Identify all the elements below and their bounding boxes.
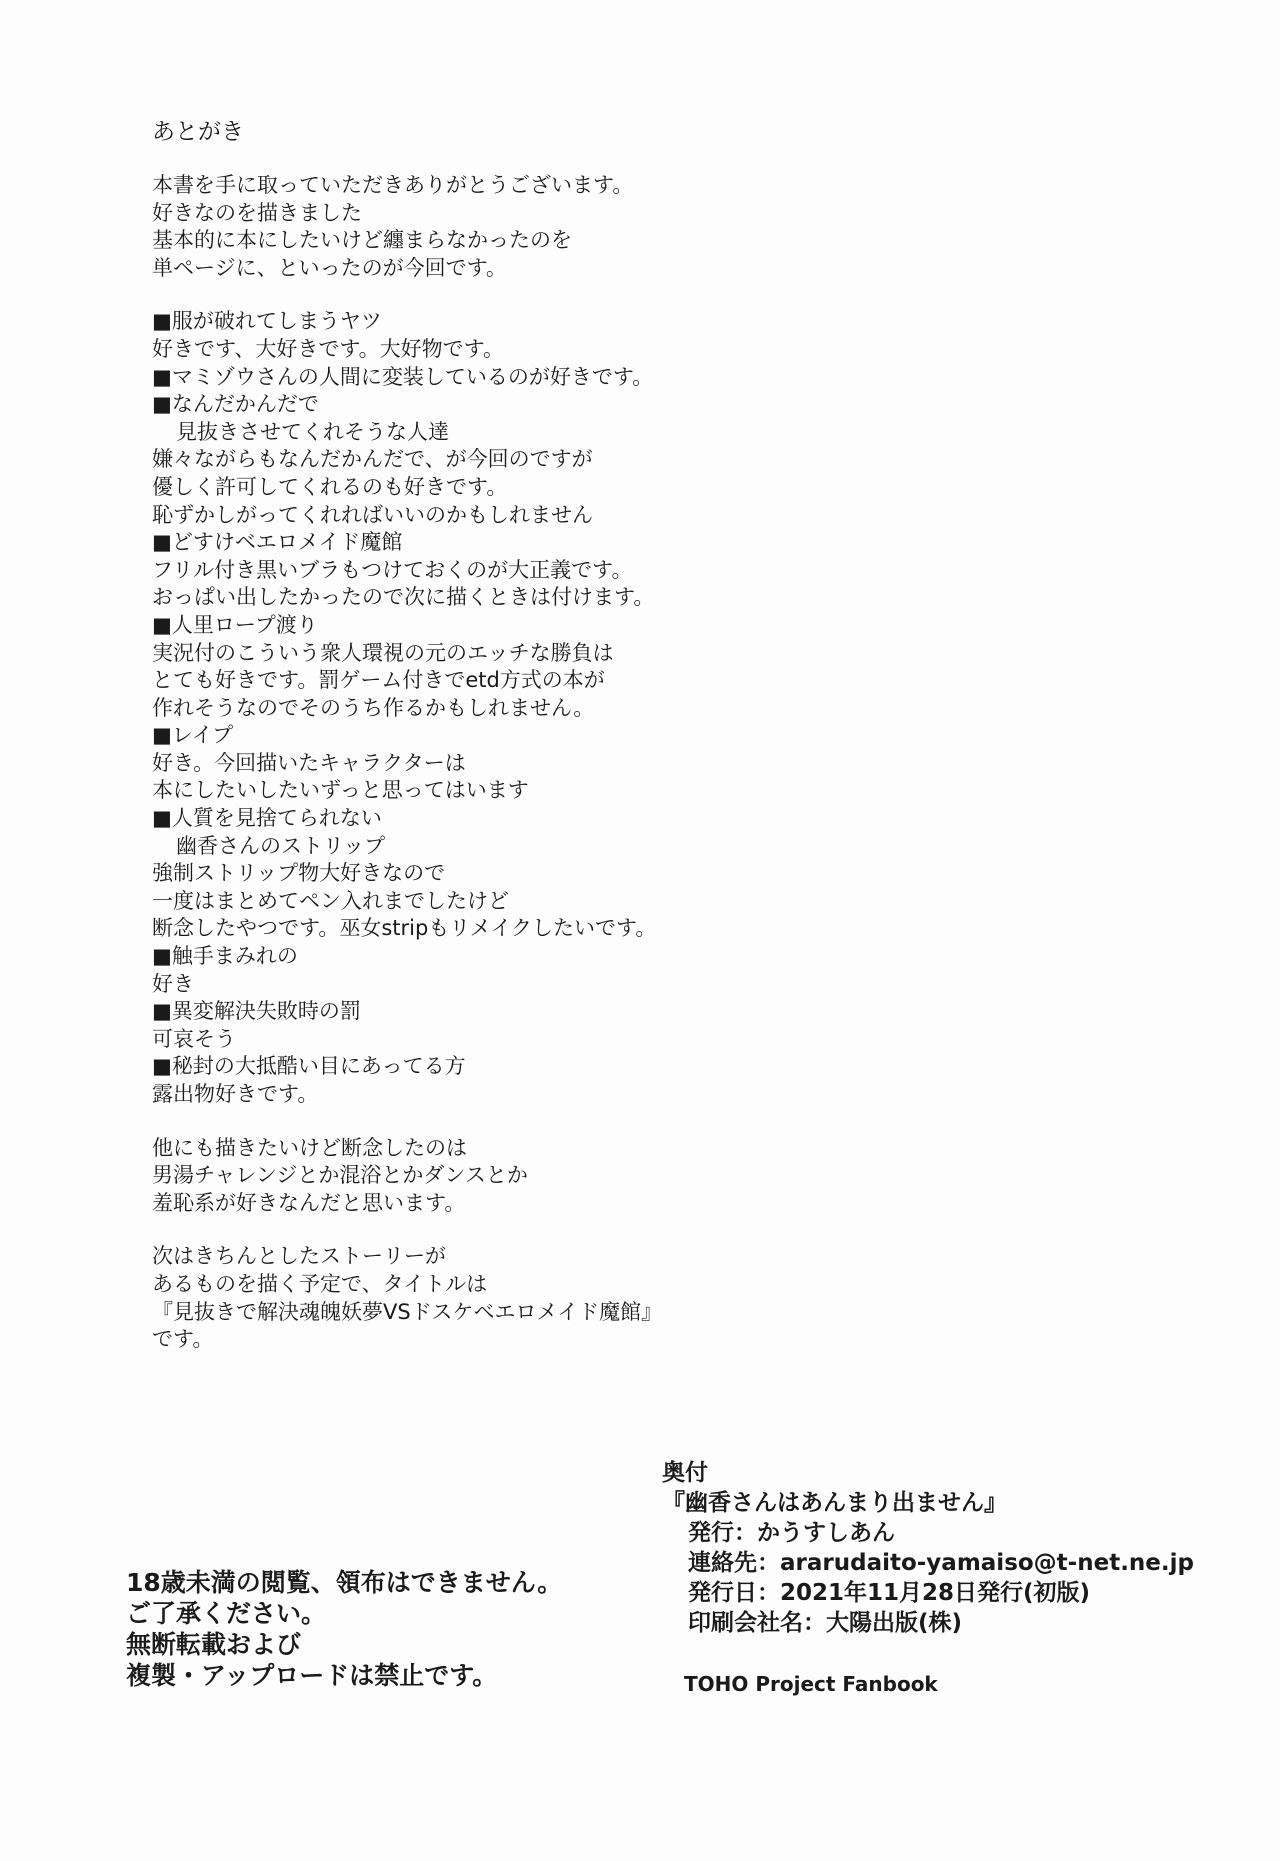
afterword-line: 本にしたいしたいずっと思ってはいます — [152, 778, 529, 803]
fanbook-label: TOHO Project Fanbook — [684, 1672, 938, 1696]
afterword-line: 作れそうなのでそのうち作るかもしれません。 — [152, 695, 595, 720]
afterword-line: あるものを描く予定で、タイトルは — [152, 1271, 488, 1296]
notice-line: 無断転載および — [126, 1630, 302, 1659]
notice-line: 18歳未満の閲覧、領布はできません。 — [126, 1568, 563, 1597]
colophon-issue-date: 発行日：2021年11月28日発行(初版) — [688, 1580, 1091, 1606]
afterword-line: おっぱい出したかったので次に描くときは付けます。 — [152, 585, 655, 610]
afterword-line: 基本的に本にしたいけど纏まらなかったのを — [152, 228, 572, 253]
afterword-line: ■人里ロープ渡り — [152, 612, 318, 637]
afterword-line: 他にも描きたいけど断念したのは — [152, 1135, 467, 1160]
afterword-line: 強制ストリップ物大好きなので — [152, 861, 446, 886]
afterword-line: ■どすけベエロメイド魔館 — [152, 530, 403, 555]
notice-line: 複製・アップロードは禁止です。 — [126, 1661, 498, 1690]
afterword-body — [152, 172, 852, 1354]
afterword-line: 断念したやつです。巫女stripもリメイクしたいです。 — [152, 916, 657, 941]
afterword-line: ■マミゾウさんの人間に変装しているのが好きです。 — [152, 364, 654, 389]
colophon-book-title: 『幽香さんはあんまり出ません』 — [662, 1490, 1007, 1516]
afterword-line: ■服が破れてしまうヤツ — [152, 309, 382, 334]
colophon-printer: 印刷会社名：大陽出版(株) — [688, 1610, 963, 1636]
afterword-line: 恥ずかしがってくれればいいのかもしれません — [152, 502, 593, 527]
notice-line: ご了承ください。 — [126, 1599, 327, 1628]
afterword-paragraph — [152, 1243, 852, 1353]
afterword-line: 幽香さんのストリップ — [176, 833, 386, 858]
afterword-line: 実況付のこういう衆人環視の元のエッチな勝負は — [152, 640, 614, 665]
afterword-line: ■レイプ — [152, 723, 234, 748]
afterword-line: ■触手まみれの — [152, 944, 298, 969]
afterword-line: 好き — [152, 971, 194, 996]
afterword-line: ■人質を見捨てられない — [152, 806, 382, 831]
afterword-paragraph — [152, 172, 852, 282]
afterword-line: フリル付き黒いブラもつけておくのが大正義です。 — [152, 557, 633, 582]
colophon-contact: 連絡先：ararudaito-yamaiso@t-net.ne.jp — [688, 1550, 1194, 1576]
afterword-line: 優しく許可してくれるのも好きです。 — [152, 474, 508, 499]
afterword-line: とても好きです。罰ゲーム付きでetd方式の本が — [152, 668, 605, 693]
afterword-title: あとがき — [152, 119, 244, 145]
colophon-publisher: 発行：かうすしあん — [688, 1520, 895, 1546]
afterword-line: 本書を手に取っていただきありがとうございます。 — [152, 173, 634, 197]
colophon-heading: 奥付 — [662, 1460, 708, 1486]
afterword-line: ■秘封の大抵酷い目にあってる方 — [152, 1054, 466, 1079]
afterword-line: 可哀そう — [152, 1026, 236, 1051]
afterword-line: 一度はまとめてペン入れまでしたけど — [152, 888, 509, 913]
afterword-line: 『見抜きで解決魂魄妖夢VSドスケベエロメイド魔館』 — [152, 1299, 663, 1324]
afterword-line: です。 — [152, 1327, 214, 1352]
afterword-line: ■なんだかんだで — [152, 392, 319, 417]
afterword-section — [152, 118, 852, 1380]
afterword-line: 次はきちんとしたストーリーが — [152, 1244, 446, 1269]
afterword-line: 見抜きさせてくれそうな人達 — [176, 419, 449, 444]
afterword-line: 単ページに、といったのが今回です。 — [152, 255, 507, 280]
afterword-line: 好きなのを描きました — [152, 200, 362, 225]
afterword-paragraph — [152, 1135, 852, 1218]
afterword-line: 好きです、大好きです。大好物です。 — [152, 336, 504, 361]
afterword-line: 男湯チャレンジとか混浴とかダンスとか — [152, 1163, 528, 1188]
afterword-line: 露出物好きです。 — [152, 1082, 319, 1106]
colophon — [662, 1458, 1222, 1638]
afterword-line: 羞恥系が好きなんだと思います。 — [152, 1190, 466, 1215]
age-restriction-notice — [126, 1567, 646, 1691]
afterword-line: 好き。今回描いたキャラクターは — [152, 750, 466, 775]
afterword-line: ■異変解決失敗時の罰 — [152, 999, 361, 1024]
afterword-line: 嫌々ながらもなんだかんだで、が今回のですが — [152, 447, 593, 472]
afterword-paragraph — [152, 308, 852, 1108]
